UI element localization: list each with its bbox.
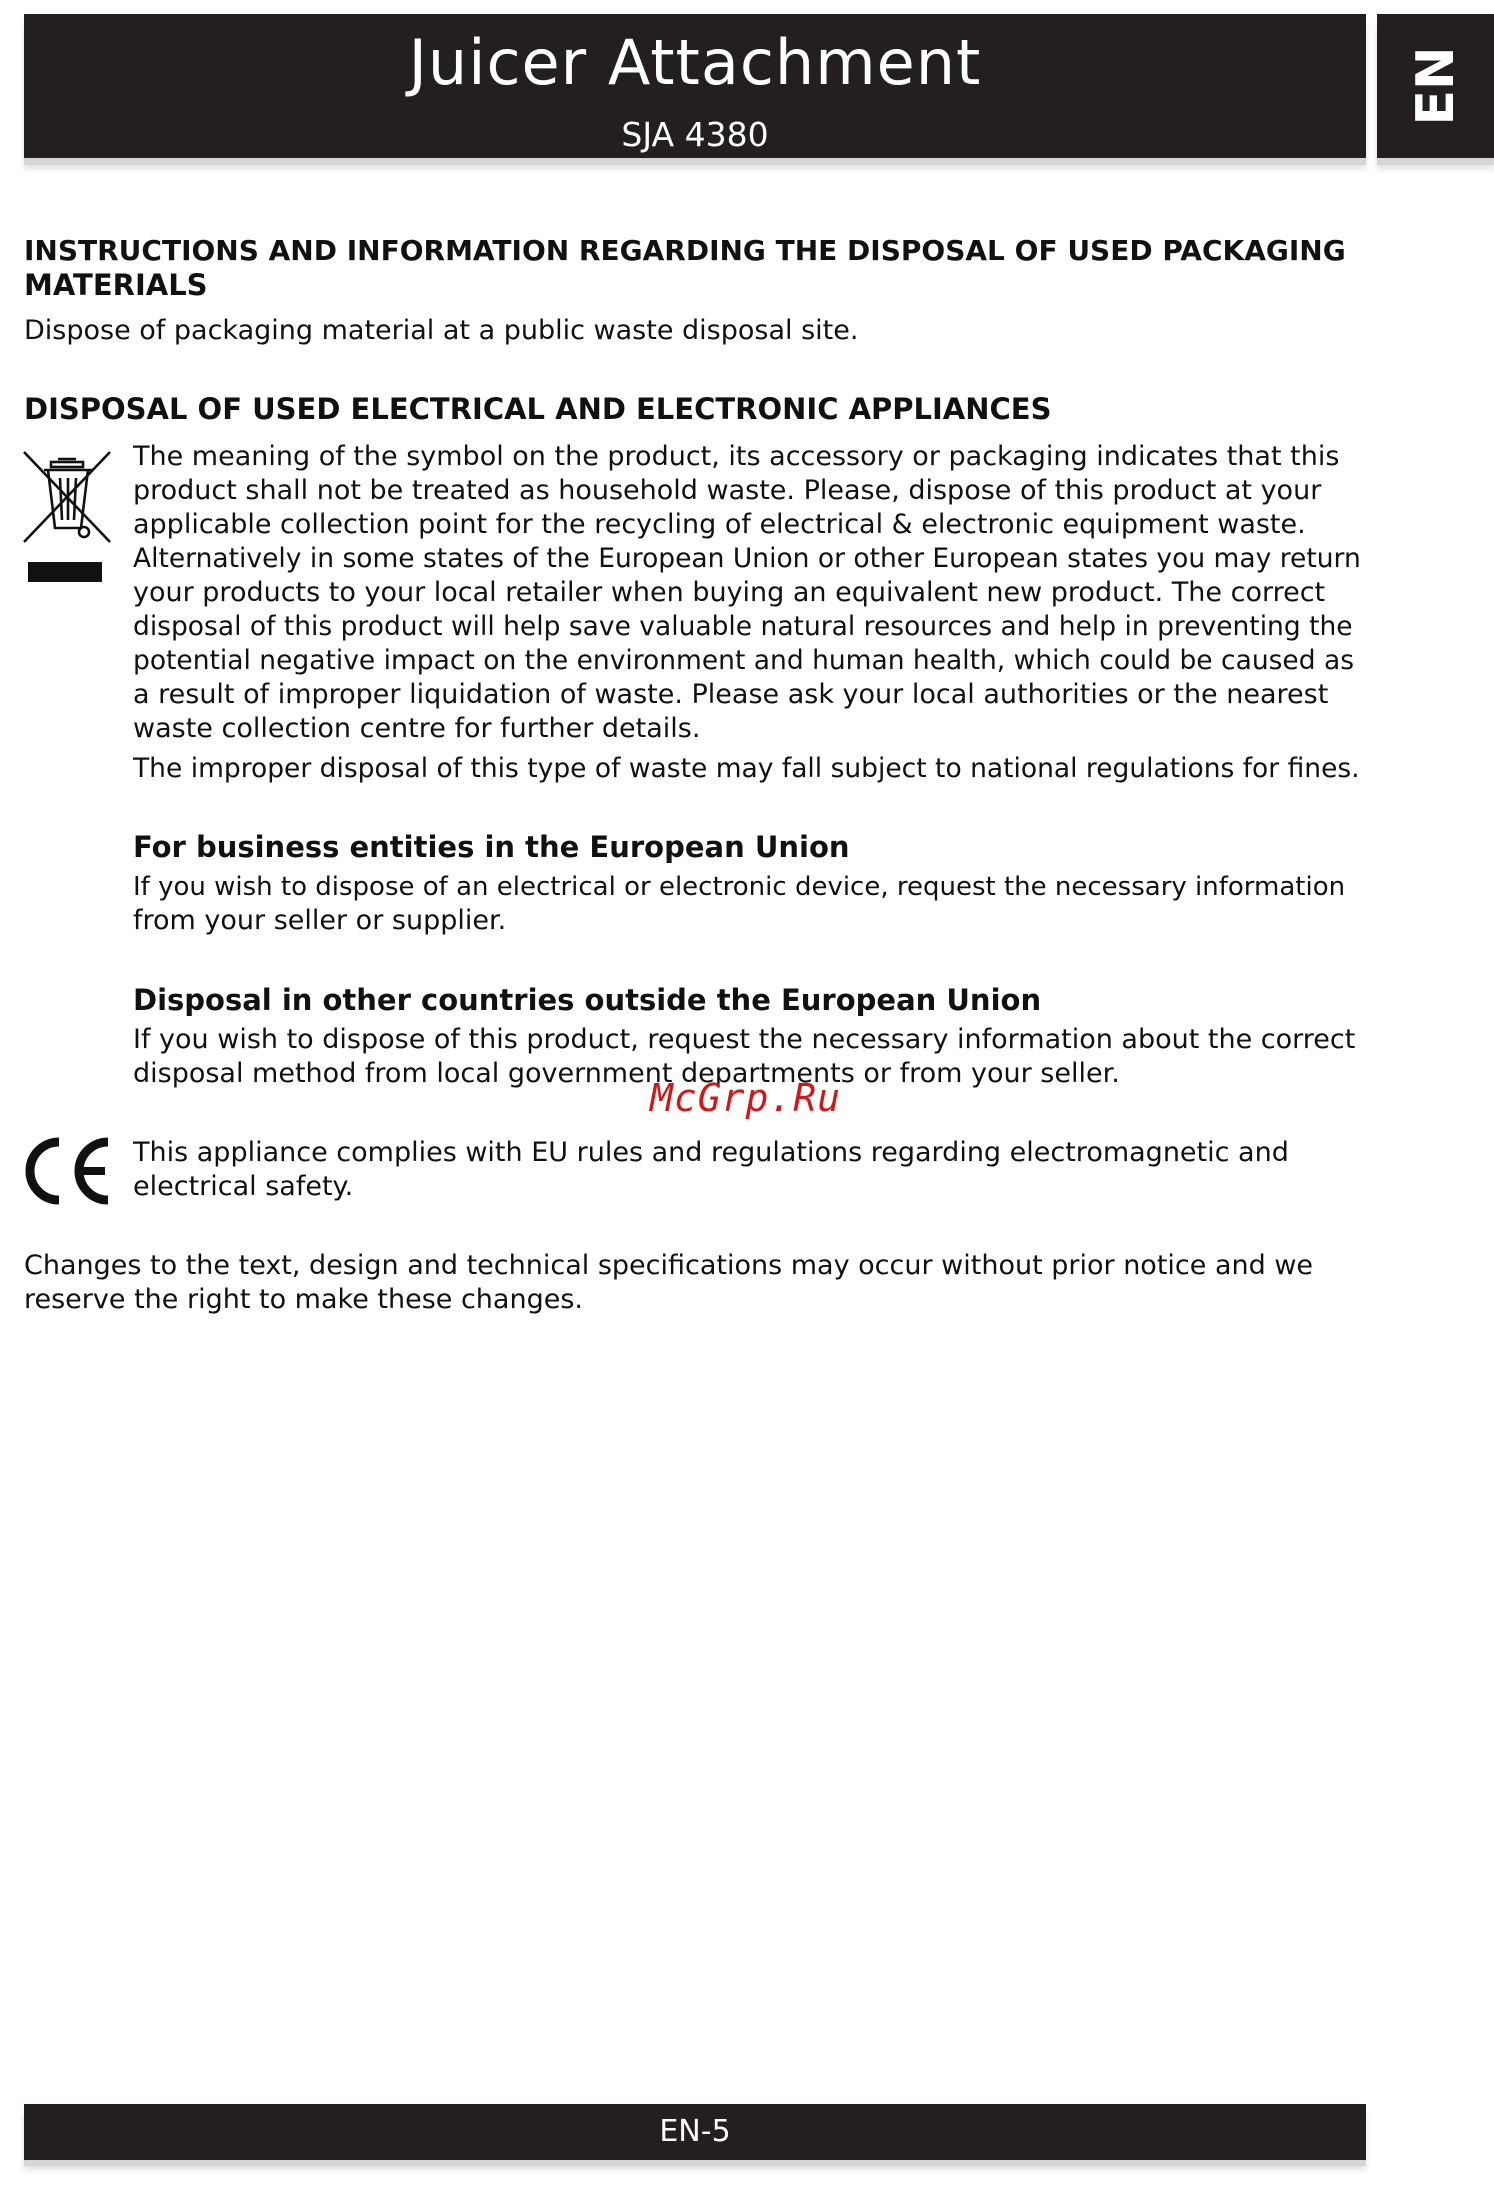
electrical-body-line-5: your products to your local retailer when buying an equivalent new product. The correct <box>133 577 1326 608</box>
business-heading: For business entities in the European Union <box>133 830 850 864</box>
ce-mark-icon <box>22 1136 114 1206</box>
electrical-body-line-6: disposal of this product will help save valuable natural resources and help in preventing the <box>133 611 1353 642</box>
packaging-body: Dispose of packaging material at a public waste disposal site. <box>24 315 859 346</box>
changes-body-line-1: Changes to the text, design and technical specifications may occur without prior notice and we <box>24 1250 1314 1281</box>
electrical-body-line-9: waste collection centre for further details. <box>133 713 701 744</box>
model-number: SJA 4380 <box>621 115 769 154</box>
business-body-line-1: If you wish to dispose of an electrical or electronic device, request the necessary information <box>133 872 1346 902</box>
weee-crossed-bin-icon <box>22 450 112 585</box>
other-countries-body-line-2: disposal method from local government departments or from your seller. <box>133 1058 1120 1089</box>
electrical-body-line-2: product shall not be treated as household waste. Please, dispose of this product at your <box>133 475 1322 506</box>
electrical-body-line-4: Alternatively in some states of the European Union or other European states you may return <box>133 543 1361 574</box>
ce-body-line-1: This appliance complies with EU rules and regulations regarding electromagnetic and <box>133 1137 1289 1168</box>
other-countries-body-line-1: If you wish to dispose of this product, request the necessary information about the correct <box>133 1024 1356 1055</box>
electrical-body-line-3: applicable collection point for the recycling of electrical & electronic equipment waste. <box>133 509 1306 540</box>
language-label: EN <box>1405 46 1466 126</box>
language-tab <box>1377 14 1494 158</box>
changes-body-line-2: reserve the right to make these changes. <box>24 1284 583 1315</box>
packaging-heading-line-2: MATERIALS <box>24 268 208 302</box>
page-header <box>24 14 1366 158</box>
electrical-body-line-7: potential negative impact on the environment and human health, which could be caused as <box>133 645 1355 676</box>
page-number: EN-5 <box>659 2114 731 2149</box>
page-footer <box>24 2104 1366 2160</box>
watermark: McGrp.Ru <box>650 1076 842 1120</box>
electrical-heading: DISPOSAL OF USED ELECTRICAL AND ELECTRONIC APPLIANCES <box>24 392 1052 426</box>
electrical-body-line-1: The meaning of the symbol on the product, its accessory or packaging indicates that this <box>133 441 1340 472</box>
ce-body-line-2: electrical safety. <box>133 1171 354 1202</box>
electrical-body-line-8: a result of improper liquidation of waste. Please ask your local authorities or the nearest <box>133 679 1329 710</box>
packaging-heading-line-1: INSTRUCTIONS AND INFORMATION REGARDING THE DISPOSAL OF USED PACKAGING <box>24 234 1346 267</box>
page-title: Juicer Attachment <box>408 26 982 99</box>
other-countries-heading: Disposal in other countries outside the European Union <box>133 983 1042 1017</box>
fines-note: The improper disposal of this type of waste may fall subject to national regulations for fines. <box>133 753 1360 784</box>
business-body-line-2: from your seller or supplier. <box>133 905 507 936</box>
